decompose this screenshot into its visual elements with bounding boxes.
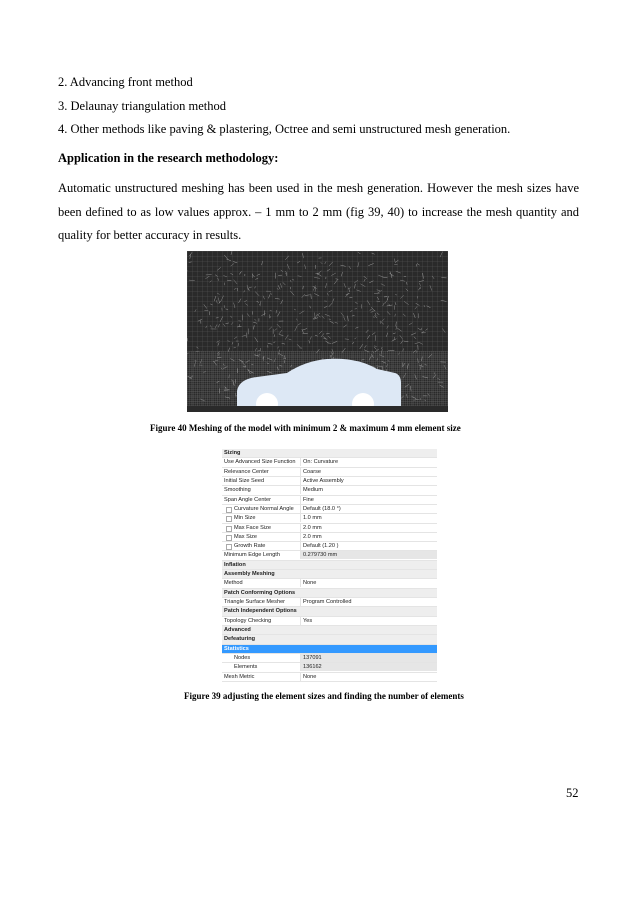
panel-row-label: Advanced bbox=[224, 626, 251, 633]
panel-row-value: Active Assembly bbox=[300, 477, 437, 485]
panel-row bbox=[222, 477, 437, 486]
panel-row-label: Min Size bbox=[234, 515, 256, 522]
panel-row bbox=[222, 589, 437, 598]
panel-row-label: Smoothing bbox=[224, 487, 251, 494]
panel-row bbox=[222, 617, 437, 626]
mesh-figure bbox=[187, 251, 448, 412]
section-heading: Application in the research methodology: bbox=[58, 151, 279, 165]
panel-row-value: 136162 bbox=[300, 663, 437, 671]
panel-row bbox=[222, 542, 437, 551]
panel-row bbox=[222, 524, 437, 533]
panel-row-value: Default (18.0 °) bbox=[300, 505, 437, 513]
panel-row-value: Yes bbox=[300, 617, 437, 625]
panel-row bbox=[222, 561, 437, 570]
list-item-other-methods: 4. Other methods like paving & plastering, Octree and semi unstructured mesh generation. bbox=[58, 122, 511, 136]
panel-row-value: On: Curvature bbox=[300, 458, 437, 466]
panel-row bbox=[222, 645, 437, 654]
panel-row bbox=[222, 626, 437, 635]
panel-row-label: Method bbox=[224, 580, 243, 587]
panel-row-value: 2.0 mm bbox=[300, 524, 437, 532]
panel-row-label: Initial Size Seed bbox=[224, 477, 265, 484]
panel-row-value: Coarse bbox=[300, 468, 437, 476]
panel-row-label: Max Face Size bbox=[234, 524, 271, 531]
panel-row-label: Mesh Metric bbox=[224, 673, 255, 680]
panel-row-value: Fine bbox=[300, 496, 437, 504]
panel-row-label: Minimum Edge Length bbox=[224, 552, 280, 559]
panel-row bbox=[222, 570, 437, 579]
panel-row bbox=[222, 468, 437, 477]
panel-row bbox=[222, 635, 437, 644]
panel-row bbox=[222, 598, 437, 607]
checkbox-icon bbox=[226, 535, 232, 541]
panel-row-label: Curvature Normal Angle bbox=[234, 505, 294, 512]
panel-row bbox=[222, 486, 437, 495]
panel-row bbox=[222, 579, 437, 588]
panel-row bbox=[222, 654, 437, 663]
panel-row-label: Topology Checking bbox=[224, 617, 272, 624]
panel-row-label: Sizing bbox=[224, 450, 241, 456]
panel-row-label: Elements bbox=[234, 664, 258, 671]
page-number: 52 bbox=[566, 786, 579, 800]
panel-row-label: Span Angle Center bbox=[224, 496, 271, 503]
panel-row-label: Use Advanced Size Function bbox=[224, 459, 296, 466]
panel-row bbox=[222, 449, 437, 458]
panel-row bbox=[222, 673, 437, 682]
mesh-image bbox=[187, 251, 448, 412]
checkbox-icon bbox=[226, 544, 232, 550]
panel-row-label: Max Size bbox=[234, 533, 258, 540]
figure40-caption: Figure 40 Meshing of the model with minimum 2 & maximum 4 mm element size bbox=[150, 423, 461, 433]
panel-row-label: Growth Rate bbox=[234, 543, 266, 550]
panel-row-label: Defeaturing bbox=[224, 636, 256, 643]
panel-row-label: Triangle Surface Mesher bbox=[224, 599, 286, 605]
panel-row bbox=[222, 533, 437, 542]
panel-row bbox=[222, 663, 437, 672]
panel-row-value: Medium bbox=[300, 486, 437, 494]
panel-row bbox=[222, 505, 437, 514]
panel-row bbox=[222, 551, 437, 560]
panel-row-value: 0.279730 mm bbox=[300, 551, 437, 559]
panel-row-value: Default (1.20 ) bbox=[300, 542, 437, 550]
panel-row-value: None bbox=[300, 579, 437, 587]
list-item-delaunay: 3. Delaunay triangulation method bbox=[58, 99, 227, 113]
panel-row-value: 2.0 mm bbox=[300, 533, 437, 541]
panel-row bbox=[222, 496, 437, 505]
panel-row-value: 137091 bbox=[300, 654, 437, 662]
checkbox-icon bbox=[226, 516, 232, 522]
panel-row-value: Program Controlled bbox=[300, 598, 437, 606]
panel-row-value: 1.0 mm bbox=[300, 514, 437, 522]
figure39-caption: Figure 39 adjusting the element sizes and finding the number of elements bbox=[184, 691, 464, 701]
panel-row-label: Statistics bbox=[224, 645, 249, 652]
panel-row-label: Inflation bbox=[224, 561, 246, 568]
panel-row bbox=[222, 607, 437, 616]
mesh-settings-panel bbox=[222, 449, 437, 682]
panel-row-label: Relevance Center bbox=[224, 468, 269, 475]
panel-row-label: Patch Independent Options bbox=[224, 608, 297, 615]
panel-row-label: Nodes bbox=[234, 654, 251, 661]
panel-row bbox=[222, 514, 437, 523]
body-paragraph: Automatic unstructured meshing has been used in the mesh generation. However the mesh sizes have been defined to as low values approx. – 1 mm to 2 mm (fig 39, 40) to increase the mesh quantity and quality for better accuracy in results. bbox=[58, 181, 579, 242]
checkbox-icon bbox=[226, 526, 232, 532]
panel-row bbox=[222, 458, 437, 467]
checkbox-icon bbox=[226, 507, 232, 513]
panel-row-value: None bbox=[300, 673, 437, 681]
panel-row-label: Patch Conforming Options bbox=[224, 589, 296, 596]
list-item-advancing-front: 2. Advancing front method bbox=[58, 75, 193, 89]
panel-row-label: Assembly Meshing bbox=[224, 571, 275, 578]
